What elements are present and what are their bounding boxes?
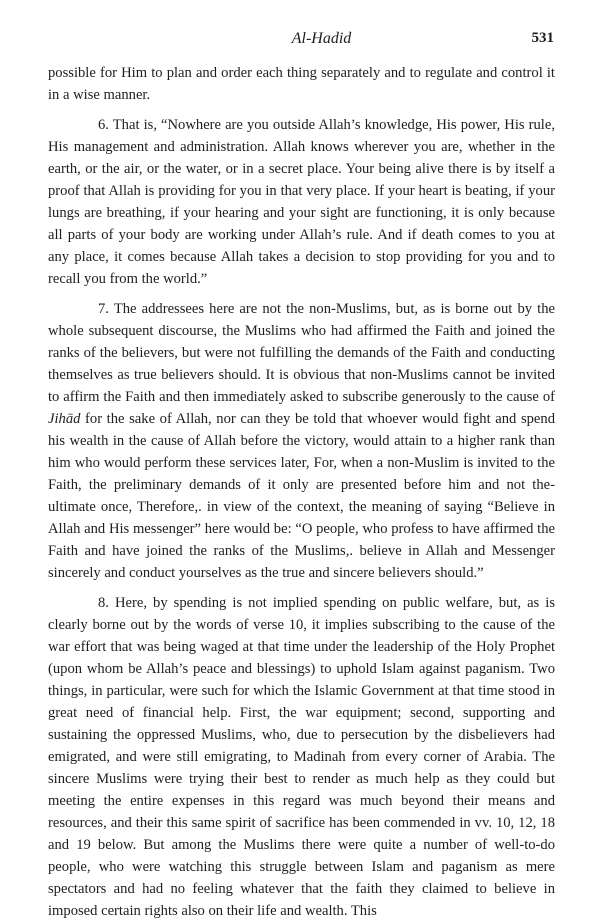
note-number: 6. bbox=[98, 117, 109, 133]
note-number: 7. bbox=[98, 301, 109, 317]
note-text: That is, “Nowhere are you outside Allah’s knowledge, His power, His rule, His management and administration. Allah knows wherever you are, whether in the earth, or the air, or the water, or in a secret place. Your being alive there is by itself a proof that Allah is providing for you in that very place. If your heart is beating, if your lungs are breathing, if your hearing and your sight are functioning, it is only because all parts of your body are working under Allah’s rule. And if death comes to you at any place, it comes because Allah takes a decision to stop providing for you and to recall you from the world.” bbox=[48, 117, 555, 287]
paragraph-text: possible for Him to plan and order each thing separately and to regulate and control it in a wise manner. bbox=[48, 65, 555, 103]
note-7 bbox=[48, 298, 555, 584]
paragraph-continuation bbox=[48, 62, 555, 106]
note-text-after: for the sake of Allah, nor can they be told that whoever would fight and spend his wealth in the cause of Allah before the victory, would attain to a higher rank than him who would perform these services later, For, when a non-Muslim is invited to the Faith, the preliminary demands of it only are presented before him and not the-ultimate once, Therefore,. in view of the context, the meaning of saying “Believe in Allah and His messenger” here would be: “O people, who profess to have affirmed the Faith and have joined the ranks of the Muslims,. believe in Allah and Messenger sincerely and conduct yourselves as the true and sincere believers should.” bbox=[48, 411, 555, 581]
note-6 bbox=[48, 114, 555, 290]
page-header bbox=[48, 30, 555, 54]
note-number: 8. bbox=[98, 595, 109, 611]
page-body bbox=[48, 62, 555, 922]
note-8 bbox=[48, 592, 555, 922]
note-text: Here, by spending is not implied spending on public welfare, but, as is clearly borne out by the words of verse 10, it implies subscribing to the cause of the war effort that was being waged at that time under the leadership of the Holy Prophet (upon whom be Allah’s peace and blessings) to uphold Islam against paganism. Two things, in particular, were such for which the Islamic Government at that time stood in great need of financial help. First, the war equipment; second, supporting and sustaining the oppressed Muslims, who, due to persecution by the disbelievers had emigrated, and were still emigrating, to Madinah from every corner of Arabia. The sincere Muslims were trying their best to render as much help as they could but meeting the entire expenses in this regard was much beyond their means and resources, and their this same spirit of sacrifice has been commended in vv. 10, 12, 18 and 19 below. But among the Muslims there were quite a number of well-to-do people, who were watching this struggle between Islam and paganism as mere spectators and had no feeling whatever that the faith they claimed to believe in imposed certain rights also on their life and wealth. This bbox=[48, 595, 556, 919]
note-text-before: The addressees here are not the non-Muslims, but, as is borne out by the whole subsequent discourse, the Muslims who had affirmed the Faith and joined the ranks of the believers, but were not fulfilling the demands of the Faith and conducting themselves as true believers should. It is obvious that non-Muslims cannot be invited to affirm the Faith and then immediately asked to subscribe generously to the cause of bbox=[48, 301, 555, 405]
page-number: 531 bbox=[531, 30, 554, 46]
italic-term: Jihād bbox=[48, 411, 81, 427]
running-title: Al-Hadid bbox=[291, 30, 352, 47]
